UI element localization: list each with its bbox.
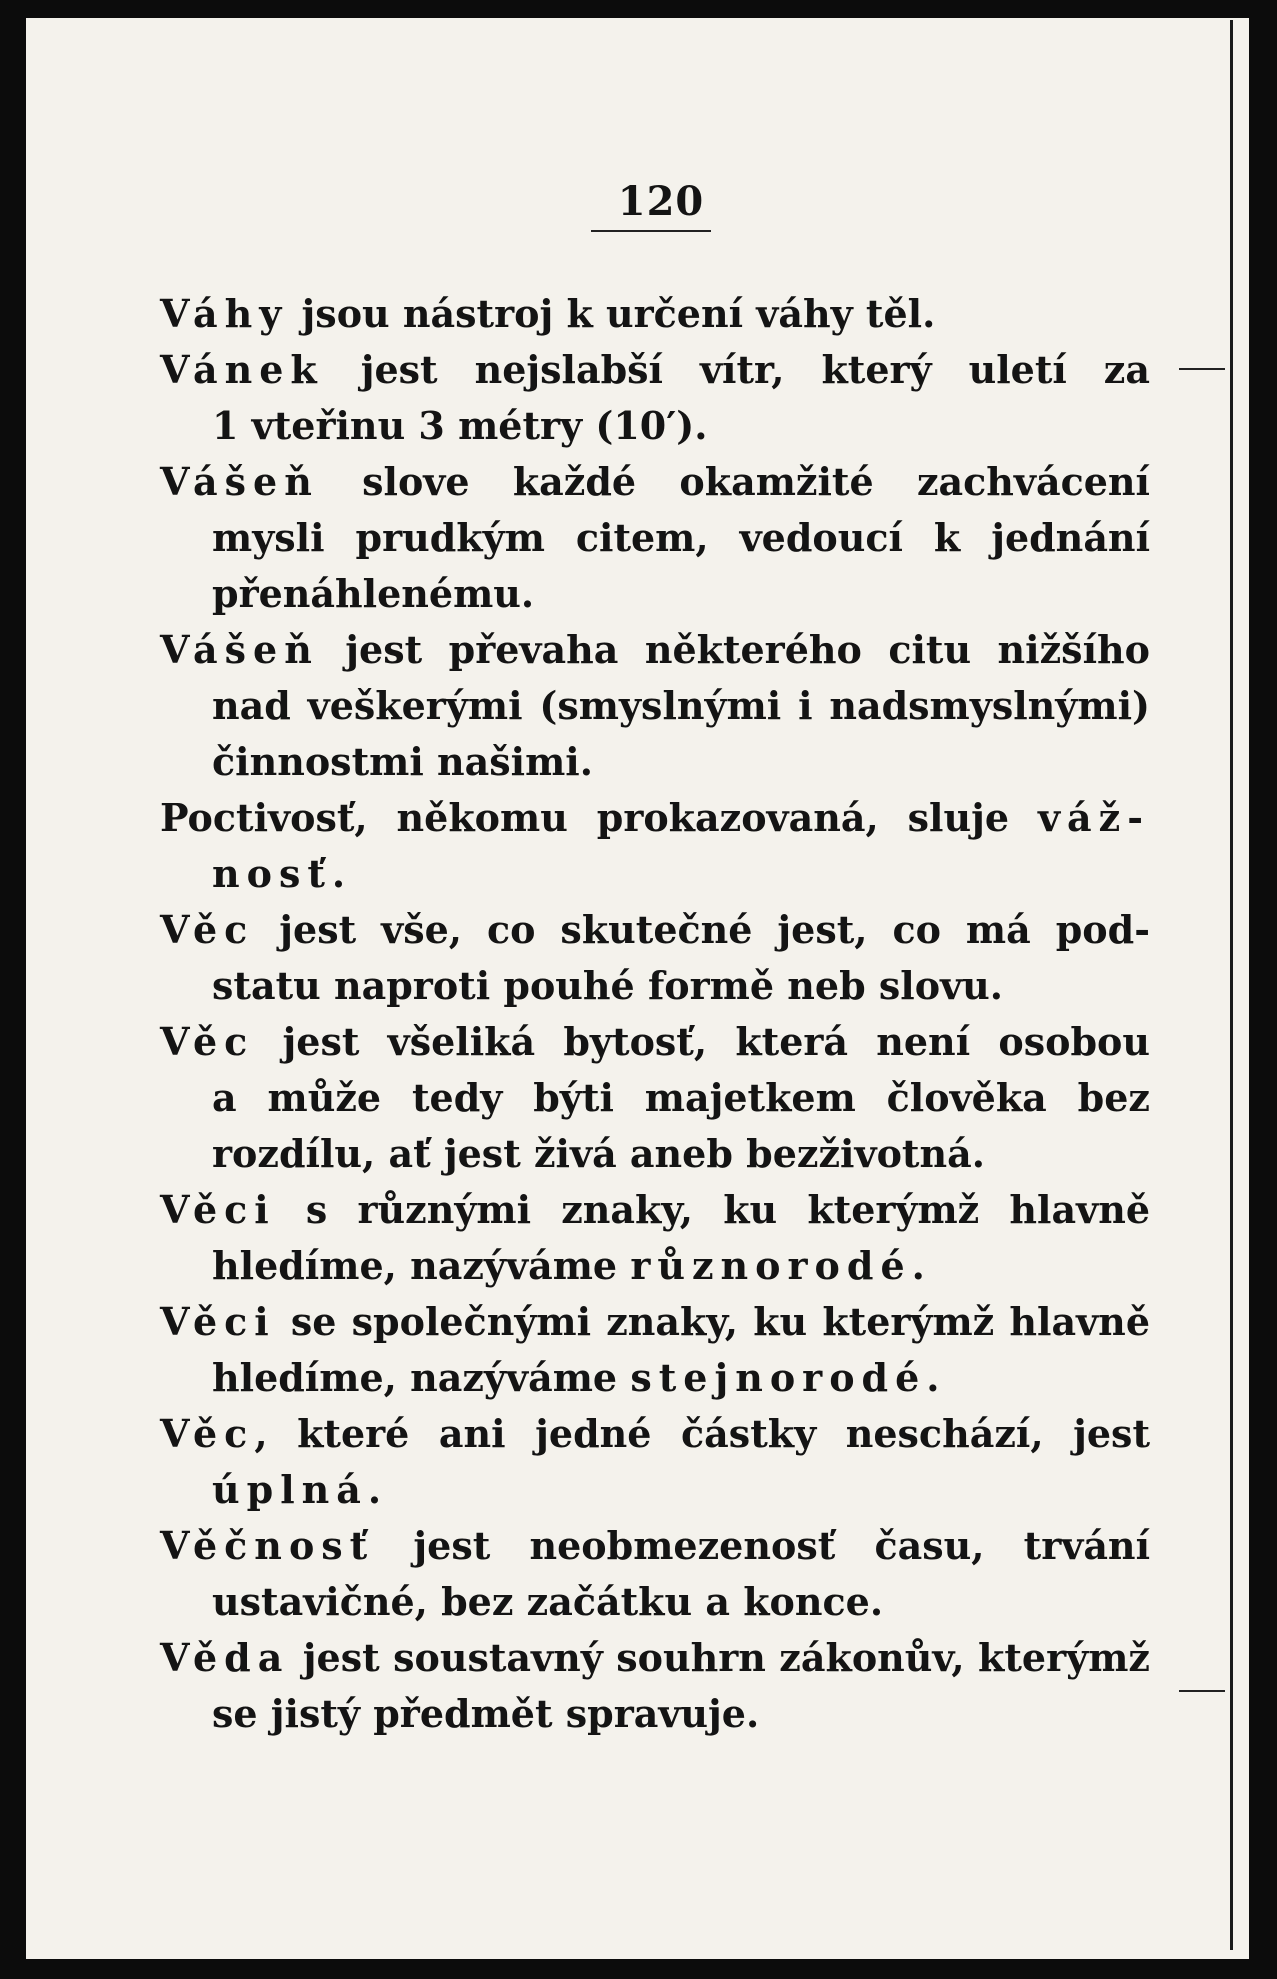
entry-term: Vánek	[160, 347, 324, 392]
text-line	[160, 1686, 1150, 1742]
line-text: jsou nástroj k určení váhy těl.	[288, 291, 936, 336]
dictionary-entry	[160, 622, 1150, 790]
text-line	[160, 1518, 1150, 1574]
text-line	[160, 510, 1150, 566]
text-line	[160, 734, 1150, 790]
line-text: .	[926, 1355, 940, 1400]
line-text: jest nejslabší vítr, který uletí za	[323, 347, 1150, 392]
line-text: Poctivosť, někomu prokazovaná, sluje	[160, 795, 1038, 840]
text-line	[160, 398, 1150, 454]
line-text: hledíme, nazýváme	[212, 1243, 631, 1288]
line-text: jest převaha některého citu nižšího	[318, 627, 1150, 672]
dictionary-text	[160, 286, 1150, 1742]
line-text: jest všeliká bytosť, která není osobou	[254, 1019, 1150, 1064]
entry-term: Vášeň	[160, 627, 319, 672]
text-line	[160, 566, 1150, 622]
line-text: činnostmi našimi.	[212, 739, 593, 784]
dictionary-entry	[160, 790, 1150, 902]
line-text: slove každé okamžité zachvácení	[318, 459, 1150, 504]
binding-rule	[1230, 20, 1233, 1950]
line-text: přenáhlenému.	[212, 571, 535, 616]
line-text: nad veškerými (smyslnými i nadsmyslnými)	[212, 683, 1150, 728]
text-line	[160, 286, 1150, 342]
line-text: mysli prudkým citem, vedoucí k jednání	[212, 515, 1150, 560]
text-line	[160, 902, 1150, 958]
text-line	[160, 454, 1150, 510]
scan-border-right	[1249, 0, 1277, 1979]
emphasized-term: váž-	[1037, 795, 1150, 840]
text-line	[160, 1406, 1150, 1462]
text-line	[160, 1350, 1150, 1406]
text-line	[160, 1294, 1150, 1350]
line-text: .	[367, 1467, 382, 1512]
entry-term: Věc	[160, 1019, 255, 1064]
line-text: ustavičné, bez začátku a konce.	[212, 1579, 884, 1624]
line-text: jest vše, co skutečné jest, co má pod-	[254, 907, 1150, 952]
line-text: jest neobmezenosť času, trvání	[374, 1523, 1150, 1568]
dictionary-entry	[160, 1406, 1150, 1518]
line-text: a může tedy býti majetkem člověka bez	[212, 1075, 1150, 1120]
text-line	[160, 790, 1150, 846]
line-text: 1 vteřinu 3 métry (10′).	[212, 403, 708, 448]
text-line	[160, 1126, 1150, 1182]
text-line	[160, 846, 1150, 902]
entry-term: Vášeň	[160, 459, 319, 504]
page-number: 120	[617, 178, 705, 225]
dictionary-entry	[160, 1294, 1150, 1406]
entry-term: úplná	[212, 1467, 368, 1512]
entry-term: Věci	[160, 1299, 276, 1344]
text-line	[160, 1574, 1150, 1630]
line-text: statu naproti pouhé formě neb slovu.	[212, 963, 1004, 1008]
text-line	[160, 342, 1150, 398]
dictionary-entry	[160, 454, 1150, 622]
dictionary-entry	[160, 1518, 1150, 1630]
dictionary-entry	[160, 1014, 1150, 1182]
line-text: rozdílu, ať jest živá aneb bezživotná.	[212, 1131, 985, 1176]
entry-term: nosť	[212, 851, 332, 896]
line-text: s různými znaky, ku kterýmž hlavně	[275, 1187, 1150, 1232]
line-text: .	[911, 1243, 925, 1288]
entry-term: Věci	[160, 1187, 276, 1232]
line-text: .	[331, 851, 346, 896]
text-line	[160, 1630, 1150, 1686]
line-text: hledíme, nazýváme	[212, 1355, 631, 1400]
line-text: , které ani jedné částky neschází, jest	[254, 1411, 1150, 1456]
text-line	[160, 1014, 1150, 1070]
dictionary-entry	[160, 1182, 1150, 1294]
entry-term: Věc	[160, 907, 255, 952]
text-line	[160, 1182, 1150, 1238]
emphasized-term: stejnorodé	[630, 1355, 927, 1400]
emphasized-term: různorodé	[630, 1243, 912, 1288]
entry-term: Věc	[160, 1411, 255, 1456]
dictionary-entry	[160, 342, 1150, 454]
text-line	[160, 958, 1150, 1014]
dictionary-entry	[160, 902, 1150, 1014]
entry-term: Váhy	[160, 291, 289, 336]
text-line	[160, 1462, 1150, 1518]
page-number-underline	[591, 230, 711, 232]
text-line	[160, 622, 1150, 678]
text-line	[160, 1070, 1150, 1126]
margin-tick	[1179, 368, 1225, 370]
entry-term: Věda	[160, 1635, 290, 1680]
line-text: se jistý předmět spravuje.	[212, 1691, 760, 1736]
line-text: jest soustavný souhrn zákonův, kterýmž	[289, 1635, 1150, 1680]
dictionary-entry	[160, 1630, 1150, 1742]
dictionary-entry	[160, 286, 1150, 342]
line-text: se společnými znaky, ku kterýmž hlavně	[275, 1299, 1150, 1344]
margin-tick	[1179, 1690, 1225, 1692]
entry-term: Věčnosť	[160, 1523, 375, 1568]
text-line	[160, 1238, 1150, 1294]
text-line	[160, 678, 1150, 734]
